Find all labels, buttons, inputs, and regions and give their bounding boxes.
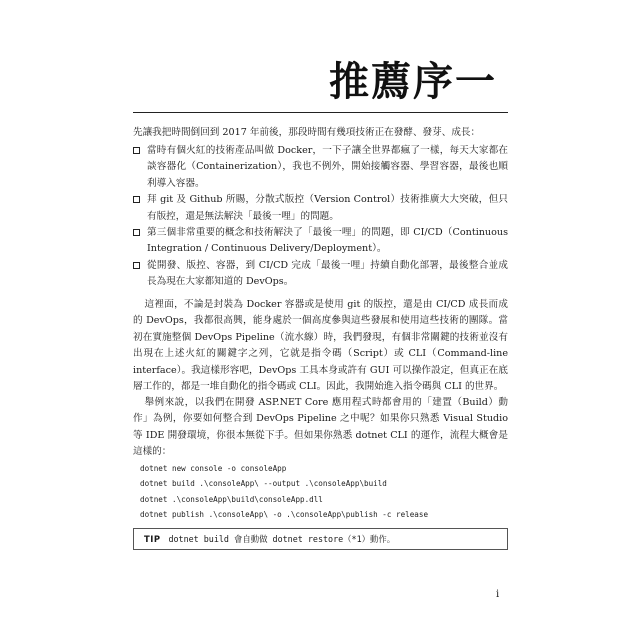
tip-label: TIP bbox=[144, 534, 161, 544]
code-line: dotnet .\consoleApp\build\consoleApp.dll bbox=[140, 494, 323, 504]
checkbox-bullet-icon bbox=[133, 262, 140, 269]
code-line: dotnet build .\consoleApp\ --output .\consoleApp\build bbox=[140, 479, 387, 489]
page-number: i bbox=[496, 589, 500, 600]
checkbox-bullet-icon bbox=[133, 147, 140, 154]
intro-paragraph: 先讓我把時間倒回到 2017 年前後，那段時間有幾項技術正在發酵、發芽、成長： bbox=[133, 127, 481, 138]
bullet-text: 第三個非常重要的概念和技術解決了「最後一哩」的問題，即 CI/CD（Continuous Integration / Continuous Delivery/Deployment）。 bbox=[147, 227, 508, 255]
code-line: dotnet new console -o consoleApp bbox=[140, 464, 287, 473]
body-paragraph: 舉例來說，以我們在開發 ASP.NET Core 應用程式時都會用的「建置（Build）動作」為例，你要如何整合到 DevOps Pipeline 之中呢？如果你只熟悉 Visual Studio 等 IDE 開發環境，你很本無從下手。但如果你熟悉 dotnet CLI 的運作，流程大概會是這樣的： bbox=[133, 397, 508, 458]
checkbox-bullet-icon bbox=[133, 196, 140, 203]
code-line: dotnet publish .\consoleApp\ -o .\consoleApp\publish -c release bbox=[140, 510, 429, 520]
list-item bbox=[133, 143, 508, 192]
body-paragraph: 這裡面，不論是封裝為 Docker 容器或是使用 git 的版控，還是由 CI/CD 成長而成的 DevOps，我都很高興，能身處於一個高度參與這些發展和使用這些技術的團隊。當初在實施整個 DevOps Pipeline（流水線）時，我們發現，有個非常關鍵的技術並沒有出現在上述火紅的關鍵字之列，它就是指令碼（Script）或 CLI（Command-line interface）。我這樣形容吧，DevOps 工具本身或許有 GUI 可以操作設定，但真正在底層工作的，都是一堆自動化的指令碼或 CLI。因此，我開始進入指令碼與 CLI 的世界。 bbox=[133, 299, 508, 393]
tip-text: dotnet build 會自動做 dotnet restore（*1）動作。 bbox=[168, 534, 396, 544]
title-rule bbox=[133, 112, 508, 113]
checkbox-bullet-icon bbox=[133, 229, 140, 236]
bullet-text: 從開發、版控、容器，到 CI/CD 完成「最後一哩」持續自動化部署，最後整合並成長為現在大家都知道的 DevOps。 bbox=[147, 259, 508, 288]
bullet-text: 拜 git 及 Github 所賜，分散式版控（Version Control）技術推廣大大突破，但只有版控，還是無法解決「最後一哩」的問題。 bbox=[147, 194, 508, 222]
list-item bbox=[133, 192, 508, 225]
bullet-text: 當時有個火紅的技術產品叫做 Docker，一下子讓全世界都瘋了一樣，每天大家都在談容器化（Containerization），我也不例外，開始接觸容器、學習容器，最後也順利導入容器。 bbox=[147, 145, 508, 189]
list-item bbox=[133, 225, 508, 258]
code-block bbox=[140, 461, 428, 523]
page-title: 推薦序一 bbox=[329, 59, 497, 105]
bullet-list bbox=[133, 143, 508, 291]
list-item bbox=[133, 258, 508, 291]
tip-box bbox=[133, 528, 508, 550]
